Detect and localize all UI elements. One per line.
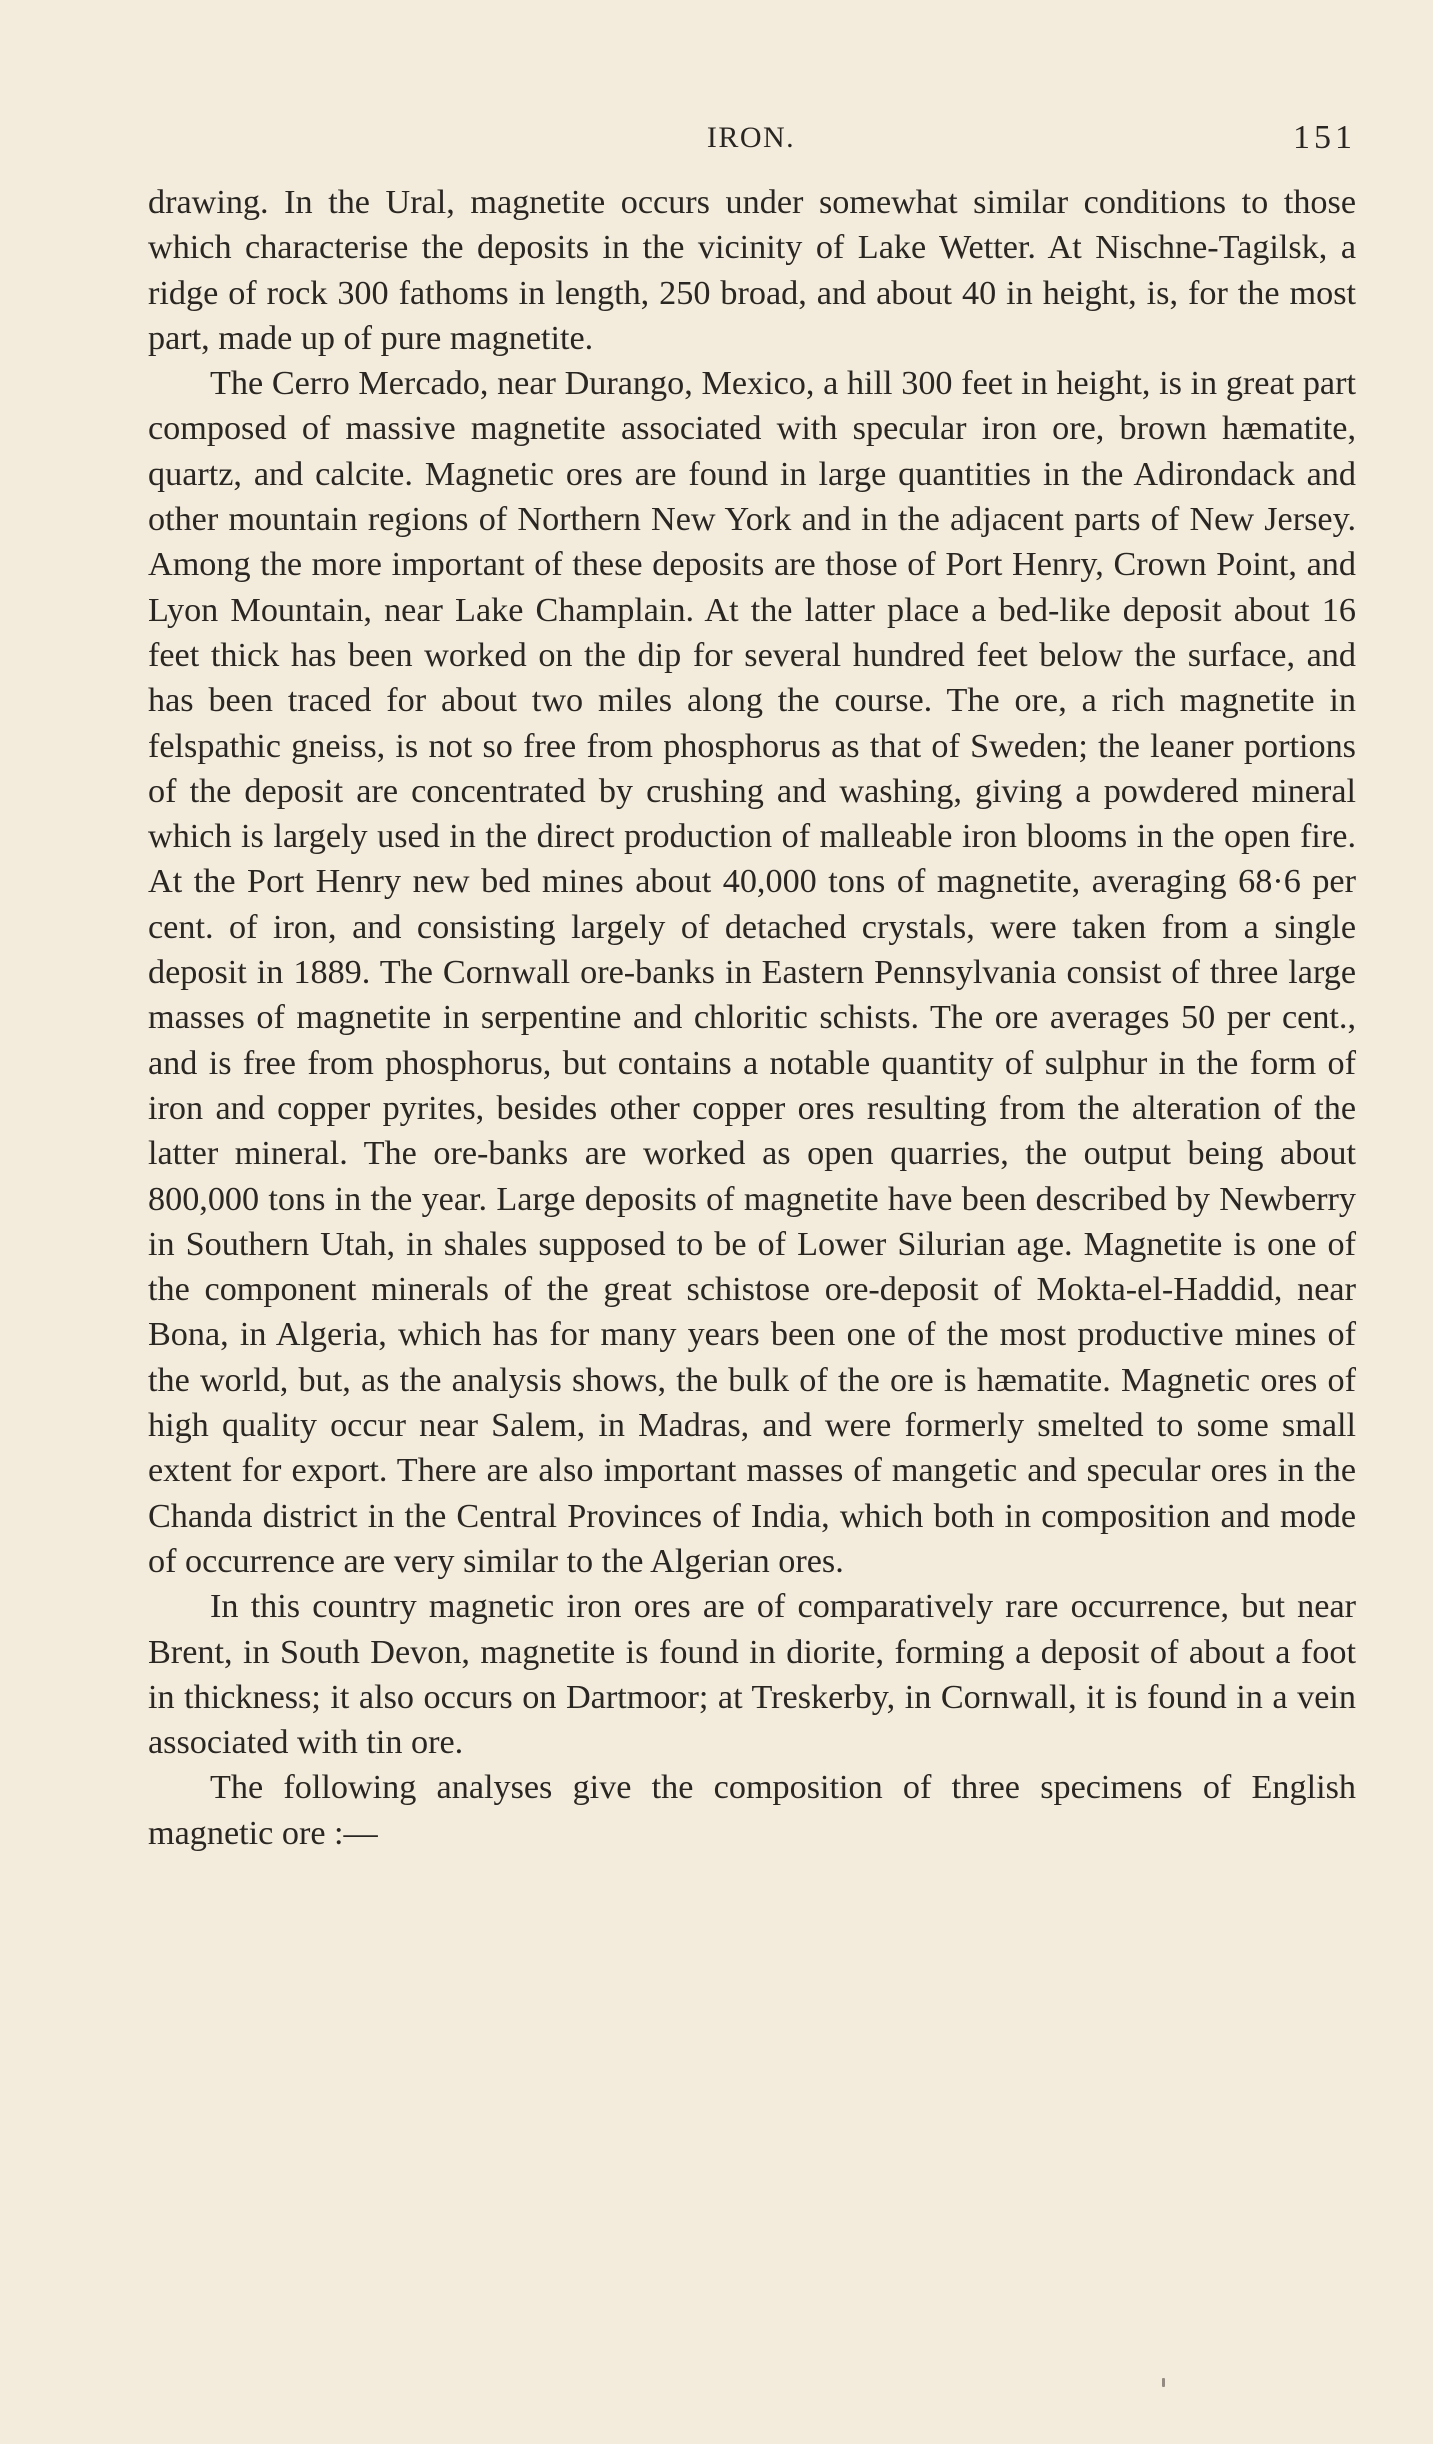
running-title: IRON.	[706, 121, 796, 154]
running-head	[146, 116, 1356, 160]
stray-ink-mark	[1162, 2378, 1165, 2387]
paragraph-continued: drawing. In the Ural, magnetite occurs under somewhat similar conditions to those which characterise the deposits in the vicinity of Lake Wetter. At Nischne-Tagilsk, a ridge of rock 300 fathoms in length, 250 broad, and about 40 in height, is, for the most part, made up of pure magnetite.	[148, 184, 1356, 357]
paragraph-analyses-intro: The following analyses give the composition of three specimens of English magnetic ore :—	[148, 1769, 1356, 1852]
body-text	[148, 180, 1356, 1856]
page-number: 151	[1293, 119, 1356, 156]
paragraph-england: In this country magnetic iron ores are of comparatively rare occurrence, but near Brent, in South Devon, magnetite is found in diorite, forming a deposit of about a foot in thickness; it also occurs on Dartmoor; at Treskerby, in Cornwall, it is found in a vein associated with tin ore.	[148, 1588, 1356, 1762]
paragraph-cerro-mercado: The Cerro Mercado, near Durango, Mexico, a hill 300 feet in height, is in great part composed of massive magnetite associated with specular iron ore, brown hæmatite, quartz, and calcite. Magnetic ores are found in large quantities in the Adirondack and other mountain regions of Northern New York and in the adjacent parts of New Jersey. Among the more important of these deposits are those of Port Henry, Crown Point, and Lyon Mountain, near Lake Champlain. At the latter place a bed-like deposit about 16 feet thick has been worked on the dip for several hundred feet below the surface, and has been traced for about two miles along the course. The ore, a rich magnetite in felspathic gneiss, is not so free from phosphorus as that of Sweden; the leaner portions of the deposit are concentrated by crushing and washing, giving a powdered mineral which is largely used in the direct production of malleable iron blooms in the open fire. At the Port Henry new bed mines about 40,000 tons of magnetite, averaging 68·6 per cent. of iron, and consisting largely of detached crystals, were taken from a single deposit in 1889. The Cornwall ore-banks in Eastern Pennsylvania consist of three large masses of magnetite in serpentine and chloritic schists. The ore averages 50 per cent., and is free from phosphorus, but contains a notable quantity of sulphur in the form of iron and copper pyrites, besides other copper ores resulting from the alteration of the latter mineral. The ore-banks are worked as open quarries, the output being about 800,000 tons in the year. Large deposits of magnetite have been described by Newberry in Southern Utah, in shales supposed to be of Lower Silurian age. Magnetite is one of the component minerals of the great schistose ore-deposit of Mokta-el-Haddid, near Bona, in Algeria, which has for many years been one of the most productive mines of the world, but, as the analysis shows, the bulk of the ore is hæmatite. Magnetic ores of high quality occur near Salem, in Madras, and were formerly smelted to some small extent for export. There are also important masses of mangetic and specular ores in the Chanda district in the Central Provinces of India, which both in composition and mode of occurrence are very similar to the Algerian ores.	[148, 365, 1356, 1580]
